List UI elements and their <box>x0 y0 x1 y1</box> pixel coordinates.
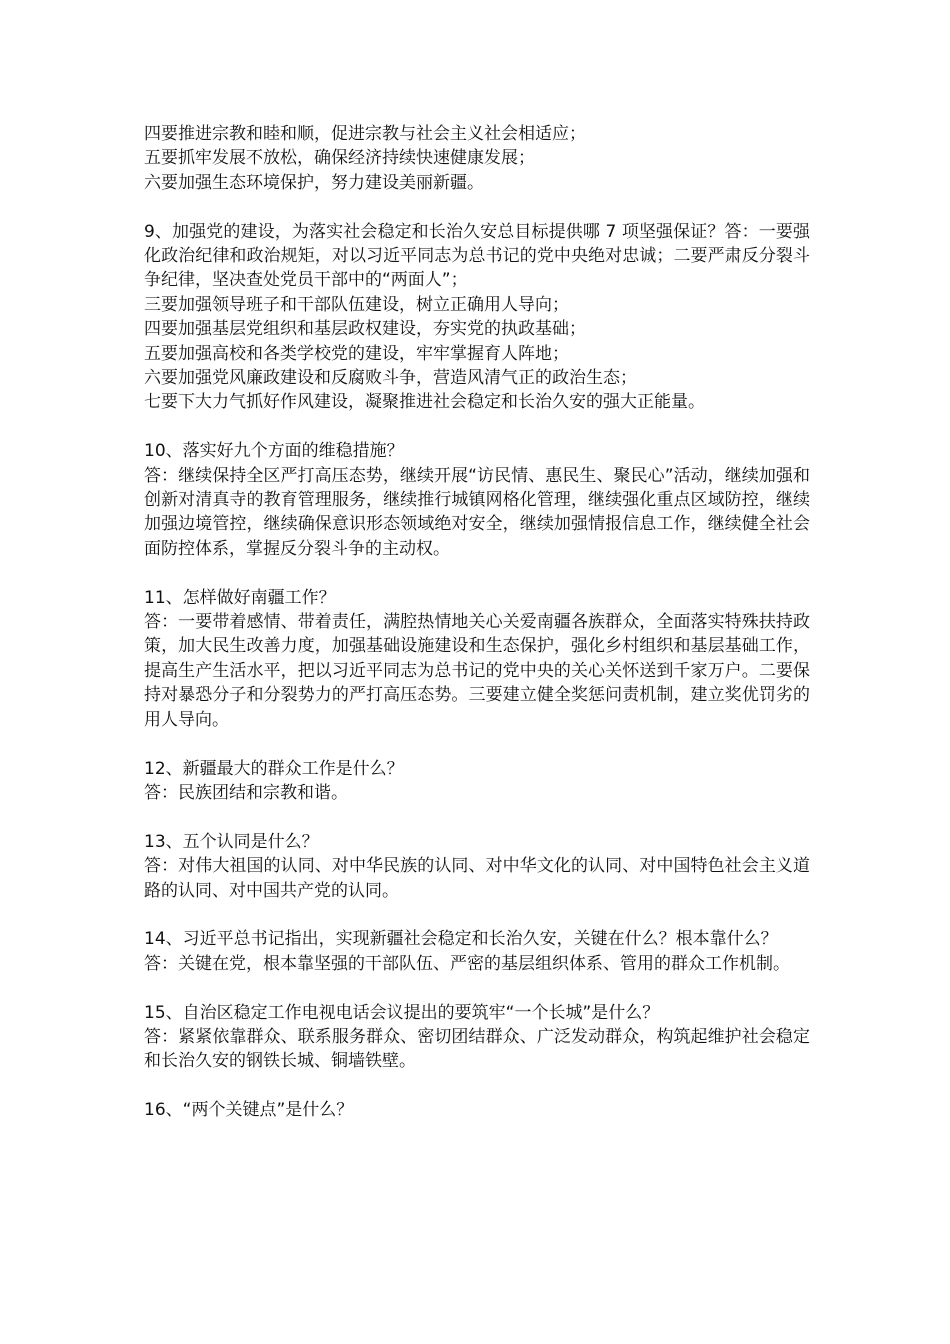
question-heading: 13、五个认同是什么？ <box>144 831 319 852</box>
answer-paragraph: 答：继续保持全区严打高压态势，继续开展“访民情、惠民生、聚民心”活动，继续加强和创新对清真寺的教育管理服务，继续推行城镇网格化管理，继续强化重点区域防控，继续加强边境管控，继续确保意识形态领域绝对安全，继续加强情报信息工作，继续健全社会面防控体系，掌握反分裂斗争的主动权。 <box>144 465 810 559</box>
text-line: 五要抓牢发展不放松，确保经济持续快速健康发展； <box>144 148 535 169</box>
question-heading: 14、习近平总书记指出，实现新疆社会稳定和长治久安，关键在什么？根本靠什么？ <box>144 929 778 950</box>
section-12 <box>144 757 810 806</box>
section-11 <box>144 586 810 732</box>
text-line: 六要加强生态环境保护，努力建设美丽新疆。 <box>144 172 484 193</box>
answer-paragraph: 答：民族团结和宗教和谐。 <box>144 782 348 803</box>
question-heading: 11、怎样做好南疆工作？ <box>144 587 336 608</box>
section-0 <box>144 122 810 195</box>
question-heading: 15、自治区稳定工作电视电话会议提出的要筑牢“一个长城”是什么？ <box>144 1002 660 1023</box>
section-9 <box>144 220 810 415</box>
question-heading: 10、落实好九个方面的维稳措施？ <box>144 441 404 462</box>
answer-paragraph: 答：紧紧依靠群众、联系服务群众、密切团结群众、广泛发动群众，构筑起维护社会稳定和长治久安的钢铁长城、铜墙铁壁。 <box>144 1026 810 1072</box>
answer-paragraph: 答：对伟大祖国的认同、对中华民族的认同、对中华文化的认同、对中国特色社会主义道路的认同、对中国共产党的认同。 <box>144 856 810 901</box>
text-line: 七要下大力气抓好作风建设，凝聚推进社会稳定和长治久安的强大正能量。 <box>144 392 705 413</box>
text-line: 六要加强党风廉政建设和反腐败斗争，营造风清气正的政治生态； <box>144 368 637 389</box>
section-10 <box>144 439 810 561</box>
section-15 <box>144 1001 810 1074</box>
section-14 <box>144 927 810 976</box>
question-heading: 16、“两个关键点”是什么？ <box>144 1100 354 1121</box>
text-line: 三要加强领导班子和干部队伍建设，树立正确用人导向； <box>144 294 569 315</box>
answer-paragraph: 答：关键在党，根本靠坚强的干部队伍、严密的基层组织体系、管用的群众工作机制。 <box>144 953 790 974</box>
text-line: 五要加强高校和各类学校党的建设，牢牢掌握育人阵地； <box>144 343 569 364</box>
text-line: 四要加强基层党组织和基层政权建设，夯实党的执政基础； <box>144 319 586 340</box>
section-16 <box>144 1098 810 1122</box>
question-answer-paragraph: 9、加强党的建设，为落实社会稳定和长治久安总目标提供哪 7 项坚强保证？答：一要强化政治纪律和政治规矩，对以习近平同志为总书记的党中央绝对忠诚；二要严肃反分裂斗争纪律，坚决查处党员干部中的“两面人”； <box>144 221 810 291</box>
document-page <box>144 122 810 1147</box>
question-heading: 12、新疆最大的群众工作是什么？ <box>144 758 404 779</box>
answer-paragraph: 答：一要带着感情、带着责任，满腔热情地关心关爱南疆各族群众，全面落实特殊扶持政策，加大民生改善力度，加强基础设施建设和生态保护，强化乡村组织和基层基础工作，提高生产生活水平，把以习近平同志为总书记的党中央的关心关怀送到千家万户。二要保持对暴恐分子和分裂势力的严打高压态势。三要建立健全奖惩问责机制，建立奖优罚劣的用人导向。 <box>144 612 810 730</box>
section-13 <box>144 830 810 903</box>
text-line: 四要推进宗教和睦和顺，促进宗教与社会主义社会相适应； <box>144 124 586 144</box>
